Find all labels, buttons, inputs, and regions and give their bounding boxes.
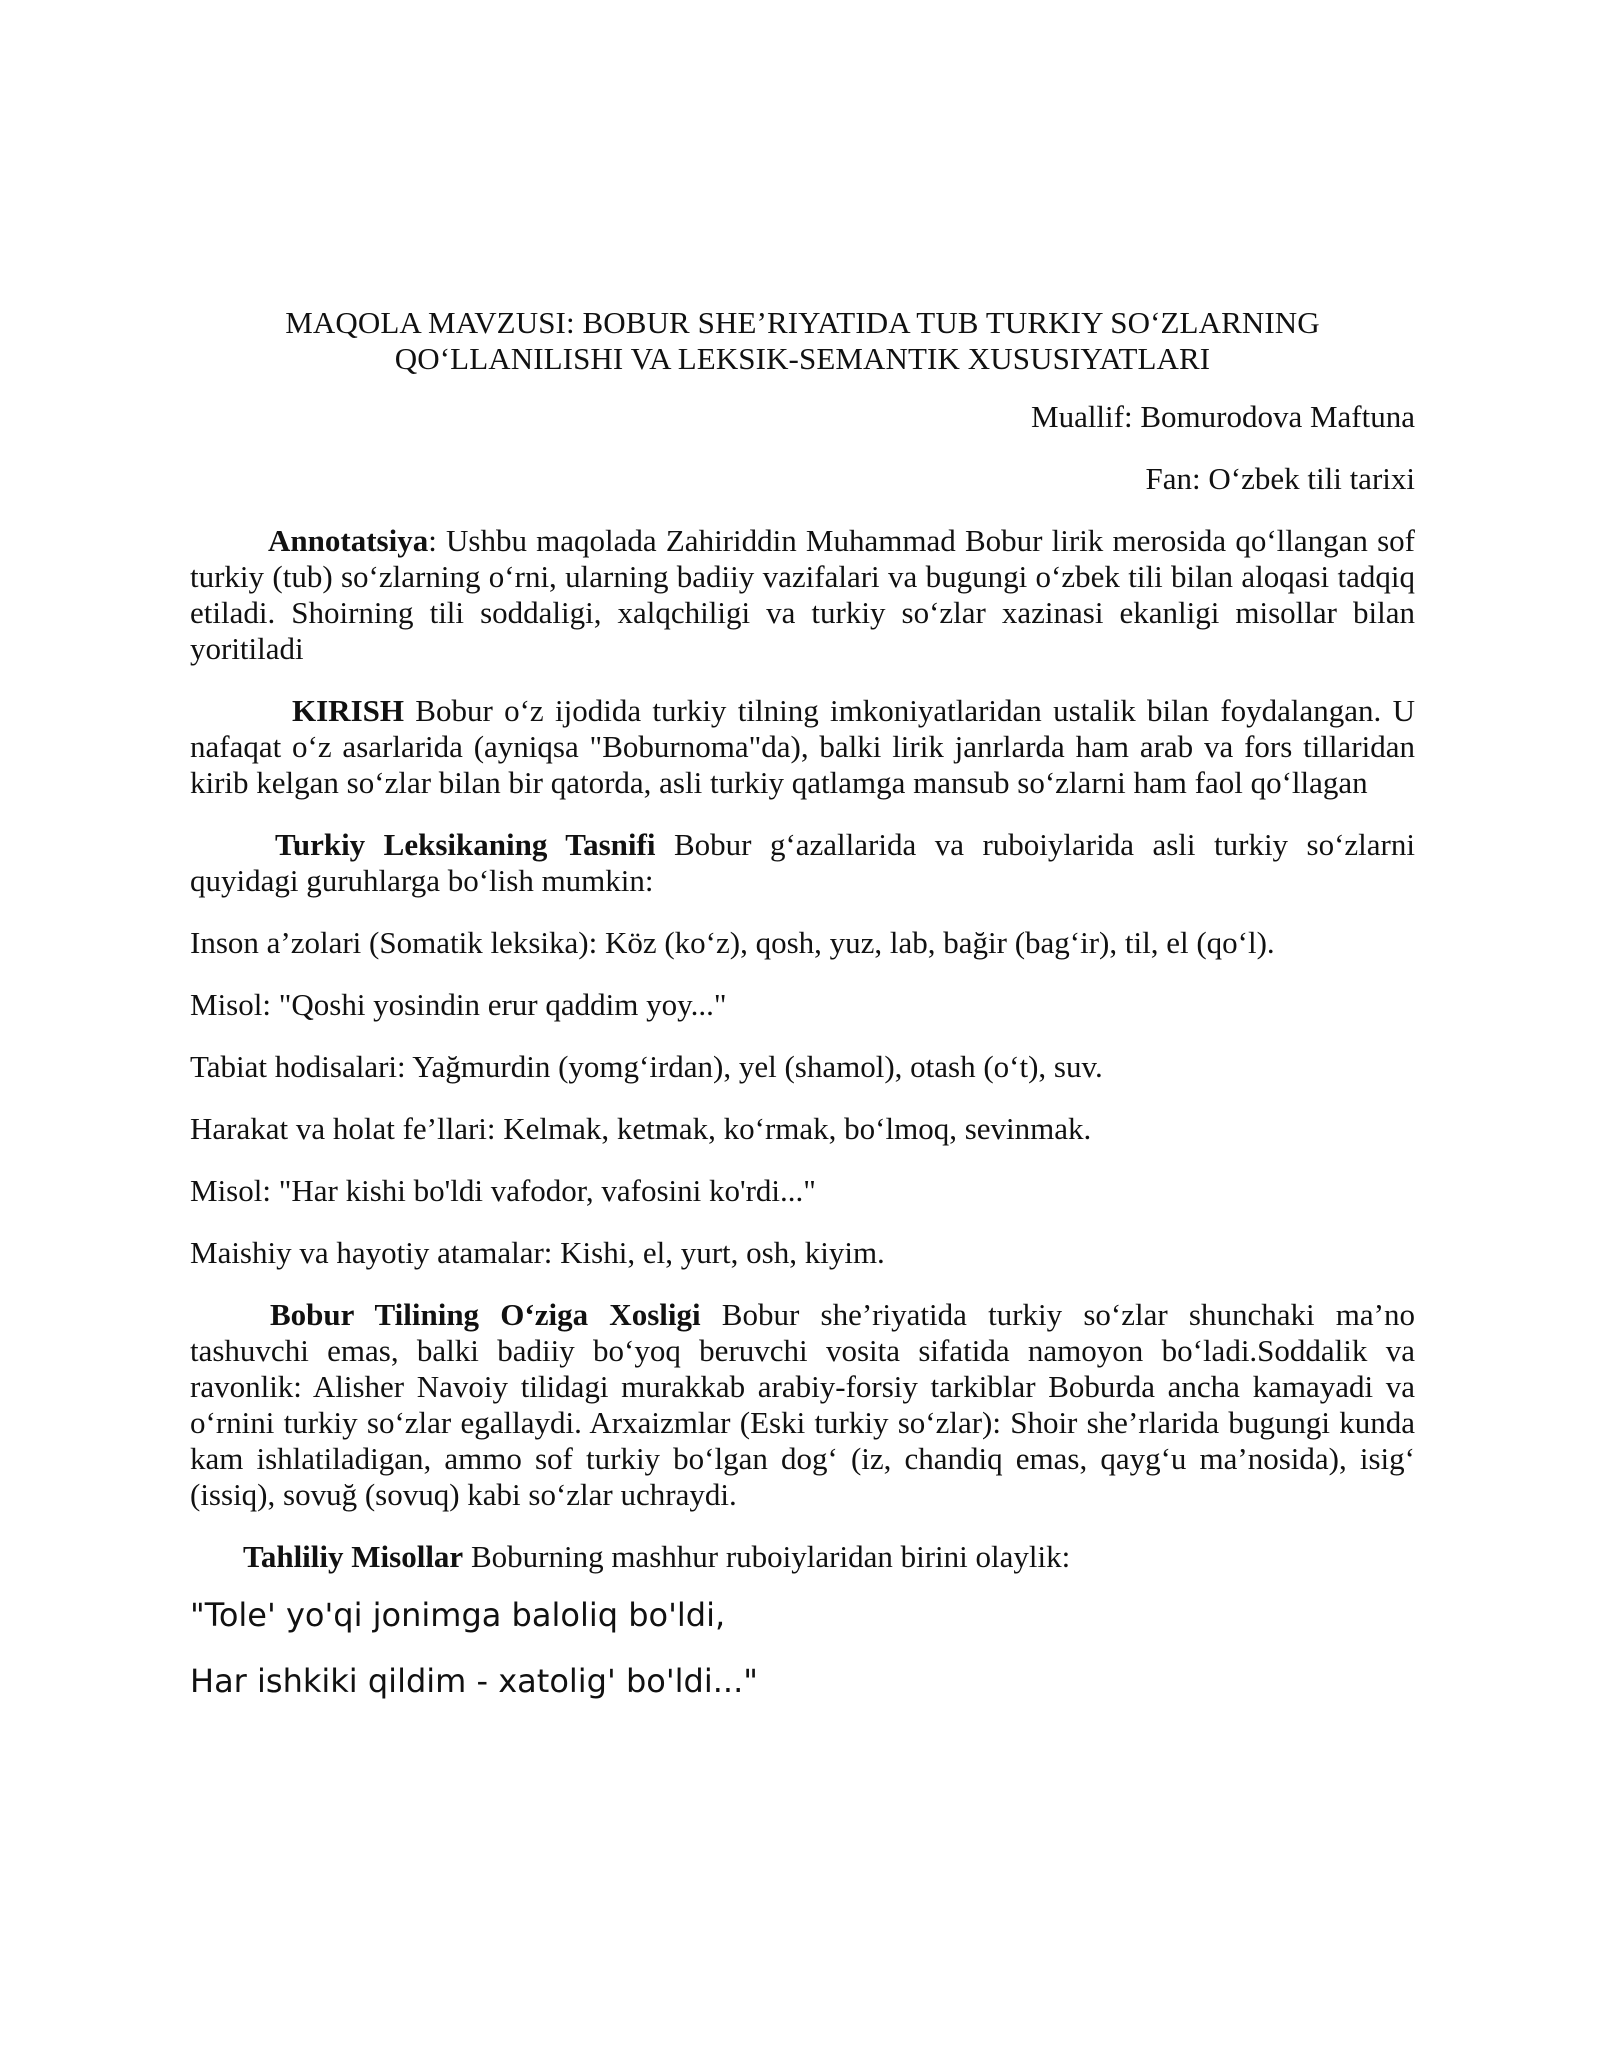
classification-text: Bobur g‘azallarida va ruboiylarida asli turkiy so‘zlarni quyidagi guruhlarga bo‘lish mumkin: (190, 827, 1415, 898)
article-title-line-2: QO‘LLANILISHI VA LEKSIK-SEMANTIK XUSUSIYATLARI (394, 341, 1211, 376)
article-title (190, 305, 1415, 377)
analysis-heading: Tahliliy Misollar (243, 1539, 464, 1574)
classification-heading: Turkiy Leksikaning Tasnifi (275, 827, 656, 862)
feature-heading: Bobur Tilining O‘ziga Xosligi (270, 1297, 701, 1332)
list-item-somatic: Inson a’zolari (Somatik leksika): Köz (ko‘z), qosh, yuz, lab, bağir (bag‘ir), til, el (qo‘l). (190, 925, 1275, 960)
intro-paragraph (190, 693, 1415, 801)
list-item-verbs: Harakat va holat fe’llari: Kelmak, ketmak, ko‘rmak, bo‘lmoq, sevinmak. (190, 1111, 1092, 1146)
intro-text: Bobur o‘z ijodida turkiy tilning imkoniyatlaridan ustalik bilan foydalangan. U nafaqat o‘z asarlarida (ayniqsa "Boburnoma"da), balki lirik janrlarda ham arab va fors tillaridan kirib kelgan so‘zlar bilan bir qatorda, asli turkiy qatlamga mansub so‘zlarni ham faol qo‘llagan (190, 693, 1415, 800)
verse-line-1: "Tole' yo'qi jonimga baloliq bo'ldi, (190, 1596, 726, 1634)
annotation-paragraph (190, 523, 1415, 667)
list-item-household: Maishiy va hayotiy atamalar: Kishi, el, yurt, osh, kiyim. (190, 1235, 885, 1270)
list-item-example-2: Misol: "Har kishi bo'ldi vafodor, vafosini ko'rdi..." (190, 1173, 816, 1208)
intro-heading: KIRISH (292, 693, 404, 728)
list-item-example-1: Misol: "Qoshi yosindin erur qaddim yoy..." (190, 987, 727, 1022)
classification-paragraph (190, 827, 1415, 899)
analysis-paragraph (190, 1539, 1415, 1575)
subject-line: Fan: O‘zbek tili tarixi (1145, 461, 1415, 496)
document-body (190, 305, 1415, 1727)
annotation-text: : Ushbu maqolada Zahiriddin Muhammad Bobur lirik merosida qo‘llangan sof turkiy (tub) so‘zlarning o‘rni, ularning badiiy vazifalari va bugungi o‘zbek tili bilan aloqasi tadqiq etiladi. Shoirning tili soddaligi, xalqchiligi va turkiy so‘zlar xazinasi ekanligi misollar bilan yoritiladi (190, 523, 1415, 666)
article-title-line-1: MAQOLA MAVZUSI: BOBUR SHE’RIYATIDA TUB TURKIY SO‘ZLARNING (285, 305, 1320, 340)
analysis-text: Boburning mashhur ruboiylaridan birini olaylik: (463, 1539, 1071, 1574)
feature-paragraph (190, 1297, 1415, 1513)
author-line: Muallif: Bomurodova Maftuna (1031, 399, 1415, 434)
verse-line-2: Har ishkiki qildim - xatolig' bo'ldi..." (190, 1662, 758, 1700)
list-item-nature: Tabiat hodisalari: Yağmurdin (yomg‘irdan), yel (shamol), otash (o‘t), suv. (190, 1049, 1103, 1084)
feature-text: Bobur she’riyatida turkiy so‘zlar shunchaki ma’no tashuvchi emas, balki badiiy bo‘yoq beruvchi vosita sifatida namoyon bo‘ladi.Soddalik va ravonlik: Alisher Navoiy tilidagi murakkab arabiy-forsiy tarkiblar Boburda ancha kamayadi va o‘rnini turkiy so‘zlar egallaydi. Arxaizmlar (Eski turkiy so‘zlar): Shoir she’rlarida bugungi kunda kam ishlatiladigan, ammo sof turkiy bo‘lgan dog‘ (iz, chandiq emas, qayg‘u ma’nosida), isig‘ (issiq), sovuğ (sovuq) kabi so‘zlar uchraydi. (190, 1297, 1415, 1512)
annotation-heading: Annotatsiya (268, 523, 429, 558)
